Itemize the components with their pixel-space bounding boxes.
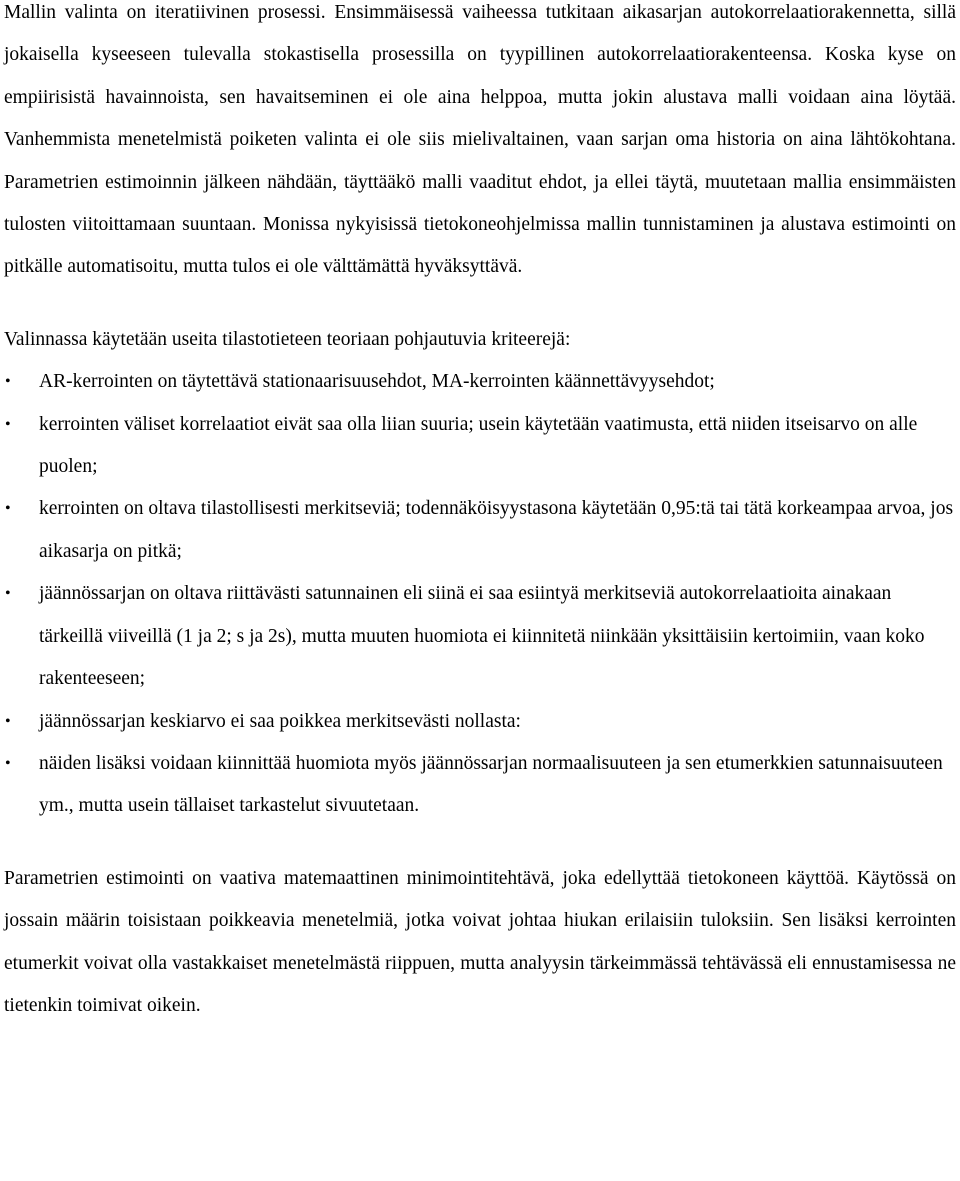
document-page <box>4 0 956 1027</box>
list-item-text: kerrointen on oltava tilastollisesti merkitseviä; todennäköisyystasona käytetään 0,95:tä tai tätä korkeampaa arvoa, jos aikasarja on pitkä; <box>39 498 954 562</box>
list-item-text: jäännössarjan keskiarvo ei saa poikkea merkitsevästi nollasta: <box>39 710 521 732</box>
bullet-icon: • <box>5 500 11 518</box>
bullet-icon: • <box>5 712 11 730</box>
list-item-text: jäännössarjan on oltava riittävästi satunnainen eli siinä ei saa esiintyä merkitseviä autokorrelaatioita ainakaan tärkeillä viiveillä (1 ja 2; s ja 2s), mutta muuten huomiota ei kiinnitetä niinkään yksittäisiin kertoimiin, vaan koko rakenteeseen; <box>39 583 925 690</box>
paragraph-spacer <box>4 289 956 319</box>
list-item <box>4 743 956 828</box>
closing-paragraph: Parametrien estimointi on vaativa matemaattinen minimointitehtävä, joka edellyttää tietokoneen käyttöä. Käytössä on jossain määrin toisistaan poikkeavia menetelmiä, jotka voivat johtaa hiukan erilaisiin tuloksiin. Sen lisäksi kerrointen etumerkit voivat olla vastakkaiset menetelmästä riippuen, mutta analyysin tärkeimmässä tehtävässä eli ennustamisessa ne tietenkin toimivat oikein. <box>4 867 956 1016</box>
list-item <box>4 701 956 743</box>
list-item <box>4 488 956 573</box>
paragraph-spacer <box>4 828 956 858</box>
list-item <box>4 404 956 489</box>
list-item-text: näiden lisäksi voidaan kiinnittää huomiota myös jäännössarjan normaalisuuteen ja sen etumerkkien satunnaisuuteen ym., mutta usein tällaiset tarkastelut sivuutetaan. <box>39 752 943 817</box>
criteria-list <box>4 361 956 827</box>
intro-paragraph: Mallin valinta on iteratiivinen prosessi. Ensimmäisessä vaiheessa tutkitaan aikasarjan autokorrelaatiorakennetta, sillä jokaisella kyseeseen tulevalla stokastisella prosessilla on tyypillinen autokorrelaatiorakenteensa. Koska kyse on empiirisistä havainnoista, sen havaitseminen ei ole aina helppoa, mutta jokin alustava malli voidaan aina löytää. Vanhemmista menetelmistä poiketen valinta ei ole siis mielivaltainen, vaan sarjan oma historia on aina lähtökohtana. Parametrien estimoinnin jälkeen nähdään, täyttääkö malli vaaditut ehdot, ja ellei täytä, muutetaan mallia ensimmäisten tulosten viitoittamaan suuntaan. Monissa nykyisissä tietokoneohjelmissa mallin tunnistaminen ja alustava estimointi on pitkälle automatisoitu, mutta tulos ei ole välttämättä hyväksyttävä. <box>4 2 956 278</box>
bullet-icon: • <box>5 373 11 391</box>
bullet-icon: • <box>5 754 11 772</box>
bullet-icon: • <box>5 415 11 433</box>
criteria-lead-paragraph: Valinnassa käytetään useita tilastotieteen teoriaan pohjautuvia kriteerejä: <box>4 328 571 350</box>
list-item-text: kerrointen väliset korrelaatiot eivät saa olla liian suuria; usein käytetään vaatimusta, että niiden itseisarvo on alle puolen; <box>39 413 918 478</box>
list-item <box>4 573 956 700</box>
list-item-text: AR-kerrointen on täytettävä stationaarisuusehdot, MA-kerrointen käännettävyysehdot; <box>39 371 715 393</box>
bullet-icon: • <box>5 585 11 603</box>
list-item <box>4 361 956 403</box>
